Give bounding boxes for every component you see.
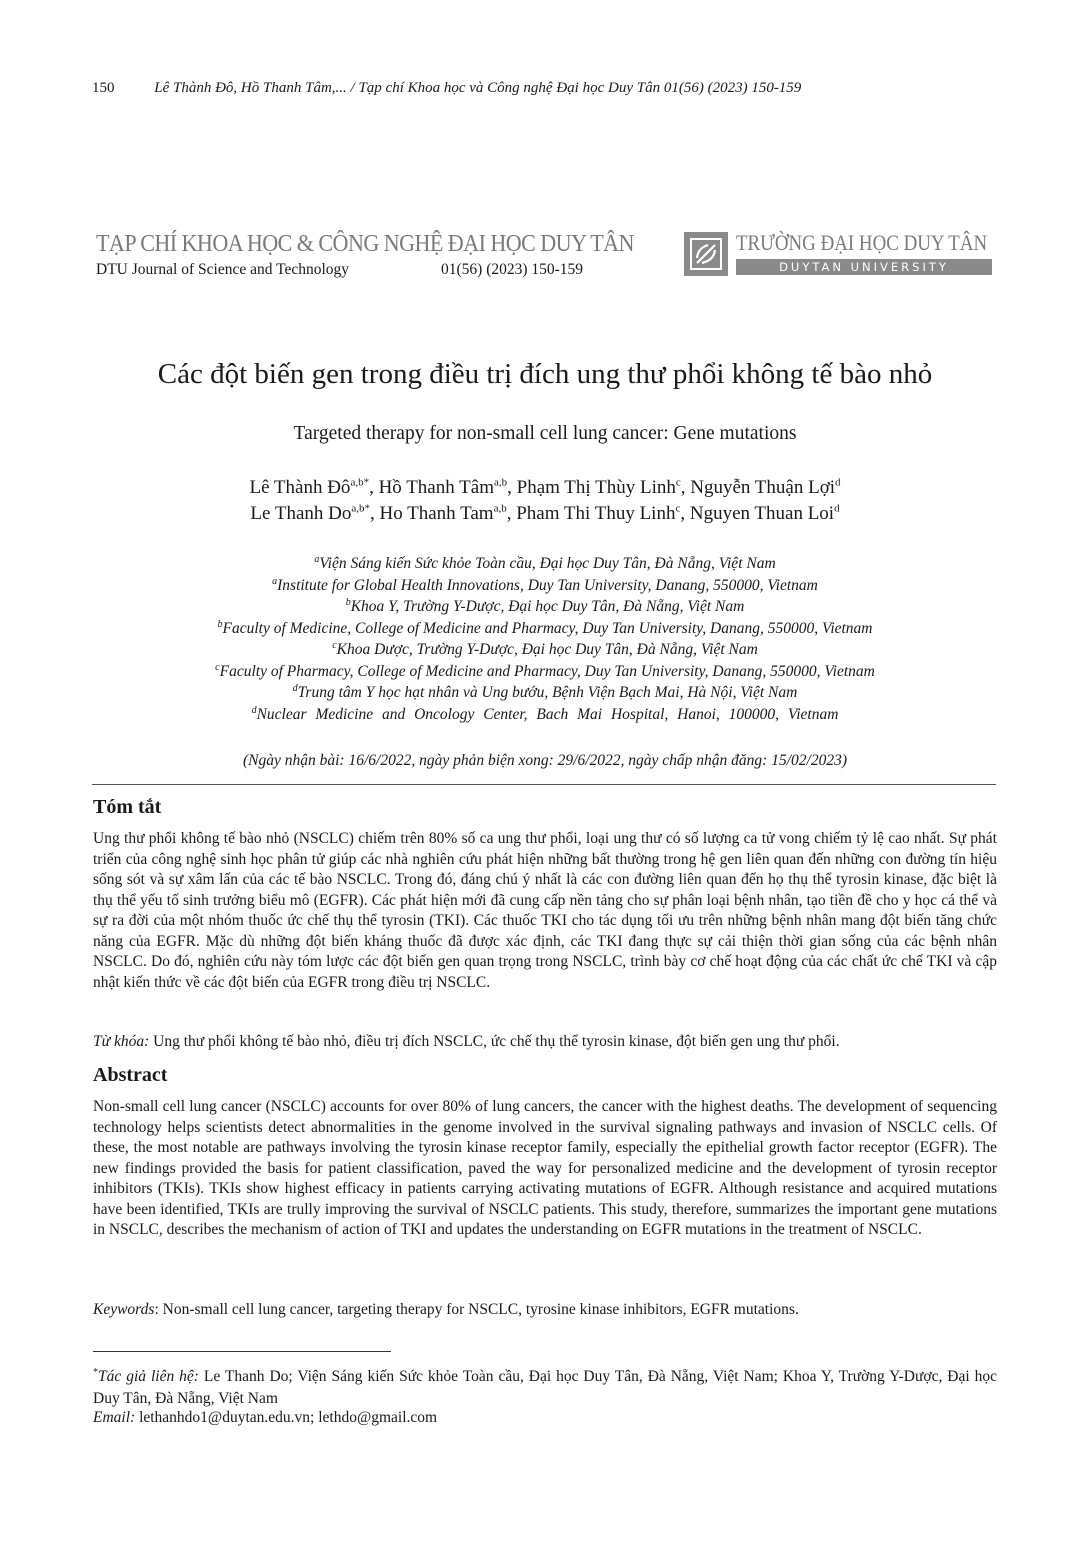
author-affiliation-mark: a,b* bbox=[350, 476, 370, 489]
author-separator: , bbox=[680, 503, 690, 524]
author-affiliation-mark: c bbox=[675, 476, 681, 489]
paper-title: Các đột biến gen trong điều trị đích ung thư phổi không tế bào nhỏ bbox=[157, 358, 933, 390]
page-number: 150 bbox=[92, 80, 115, 96]
footnote-divider bbox=[93, 1351, 391, 1352]
author-affiliation-mark: c bbox=[675, 502, 681, 515]
footnote-text: Le Thanh Do; Viện Sáng kiến Sức khỏe Toàn cầu, Đại học Duy Tân, Đà Nẵng, Việt Nam; Khoa Y, Trường Y-Dược, Đại học Duy Tân, Đà Nẵng, Việt Nam bbox=[93, 1368, 997, 1407]
journal-issue: 01(56) (2023) 150-159 bbox=[441, 261, 584, 278]
abstract-body: Non-small cell lung cancer (NSCLC) accounts for over 80% of lung cancers, the cancer with the highest deaths. The development of sequencing technology helps scientists detect abnormalities in the genome involved in the survival signaling pathways and invasion of NSCLC cells. Of these, the most notable are pathways involving the tyrosin kinase receptor family, especially the epithelial growth factor receptor (EGFR). The new findings provided the basis for patient classification, paved the way for personalized medicine and the development of tyrosin receptor inhibitors (TKIs). TKIs show highest efficacy in patients carrying activating mutations of EGFR. Although resistance and acquired mutations have been identified, TKIs are trully improving the survival of NSCLC patients. This study, therefore, summarizes the important gene mutations in NSCLC, describes the mechanism of action of TKI and updates the understanding on EGFR mutations in the treatment of NSCLC. bbox=[93, 1098, 997, 1238]
affiliation-mark: a bbox=[272, 575, 278, 587]
affiliation bbox=[0, 575, 1090, 597]
keywords-text: Ung thư phổi không tế bào nhỏ, điều trị đích NSCLC, ức chế thụ thể tyrosin kinase, đột biến gen ung thư phổi. bbox=[149, 1033, 840, 1050]
affiliation-text: Trung tâm Y học hạt nhân và Ung bướu, Bệnh Viện Bạch Mai, Hà Nội, Việt Nam bbox=[297, 684, 798, 701]
affiliation-mark: b bbox=[345, 596, 351, 608]
author-name: Phạm Thị Thùy Linh bbox=[516, 477, 676, 498]
keywords-label: Keywords bbox=[93, 1301, 155, 1318]
abstract-heading: Abstract bbox=[93, 1064, 168, 1086]
journal-title: TẠP CHÍ KHOA HỌC & CÔNG NGHỆ ĐẠI HỌC DUY TÂN bbox=[96, 231, 634, 257]
author-separator: , bbox=[370, 503, 380, 524]
submission-dates: (Ngày nhận bài: 16/6/2022, ngày phản biện xong: 29/6/2022, ngày chấp nhận đăng: 15/02/2023) bbox=[242, 752, 847, 769]
summary-keywords bbox=[93, 1032, 997, 1053]
email-address[interactable]: lethanhdo1@duytan.edu.vn; lethdo@gmail.com bbox=[135, 1409, 438, 1426]
affiliation bbox=[0, 639, 1090, 661]
affiliation-text: Faculty of Medicine, College of Medicine and Pharmacy, Duy Tan University, Danang, 550000, Vietnam bbox=[222, 619, 873, 637]
affiliation-mark: a bbox=[314, 553, 320, 565]
university-emblem-icon bbox=[684, 232, 728, 276]
affiliation-mark: b bbox=[217, 618, 223, 630]
author-list-en bbox=[0, 503, 1090, 525]
journal-title-en: DTU Journal of Science and Technology bbox=[96, 261, 350, 278]
author-name: Le Thanh Do bbox=[250, 503, 352, 524]
affiliation-text: Khoa Dược, Trường Y-Dược, Đại học Duy Tân, Đà Nẵng, Việt Nam bbox=[336, 641, 758, 658]
summary-body: Ung thư phổi không tế bào nhỏ (NSCLC) chiếm trên 80% số ca ung thư phổi, loại ung thư có số lượng ca tử vong chiếm tỷ lệ cao nhất. Sự phát triển của công nghệ sinh học phân tử giúp các nhà nghiên cứu phát hiện những bất thường trong hệ gen liên quan đến những con đường tín hiệu sống sót và sự xâm lấn của các tế bào NSCLC. Trong đó, đáng chú ý nhất là các con đường liên quan đến họ thụ thể tyrosin kinase, đặc biệt là thụ thể yếu tố sinh trưởng biểu mô (EGFR). Các phát hiện mới đã cung cấp nền tảng cho sự phân loại bệnh nhân, tạo tiền đề cho y học cá thể và sự ra đời của một nhóm thuốc ức chế thụ thể tyrosin (TKI). Các thuốc TKI cho tác dụng tối ưu trên những bệnh nhân mang đột biến tăng chức năng của EGFR. Mặc dù những đột biến kháng thuốc đã được xác định, các TKI đang thực sự cải thiện thời gian sống của các bệnh nhân NSCLC. Do đó, nghiên cứu này tóm lược các đột biến gen quan trọng trong NSCLC, trình bày cơ chế hoạt động của các chất ức chế TKI và cập nhật kiến thức về các đột biến của EGFR trong điều trị NSCLC. bbox=[93, 830, 997, 991]
author-name: Ho Thanh Tam bbox=[379, 503, 494, 524]
abstract-keywords bbox=[93, 1300, 997, 1321]
affiliation-text: Faculty of Pharmacy, College of Medicine and Pharmacy, Duy Tan University, Danang, 550000, Vietnam bbox=[219, 662, 875, 680]
footnote-mark: * bbox=[93, 1366, 98, 1378]
affiliation bbox=[0, 704, 1090, 726]
author-list-vi bbox=[0, 477, 1090, 499]
author-name: Pham Thi Thuy Linh bbox=[516, 503, 676, 524]
affiliation-text: Institute for Global Health Innovations, Duy Tan University, Danang, 550000, Vietnam bbox=[277, 576, 818, 594]
affiliation bbox=[0, 553, 1090, 575]
section-divider bbox=[92, 784, 996, 785]
affiliation-mark: d bbox=[292, 682, 298, 694]
author-separator: , bbox=[506, 503, 517, 524]
affiliation-list bbox=[0, 553, 1090, 725]
affiliation bbox=[0, 596, 1090, 618]
affiliation-mark: c bbox=[332, 639, 337, 651]
affiliation bbox=[0, 682, 1090, 704]
affiliation-mark: c bbox=[215, 661, 220, 673]
author-name: Nguyễn Thuận Lợi bbox=[690, 477, 836, 498]
author-name: Lê Thành Đô bbox=[249, 477, 351, 498]
journal-subtitle bbox=[96, 261, 636, 279]
keywords-text: : Non-small cell lung cancer, targeting therapy for NSCLC, tyrosine kinase inhibitors, EGFR mutations. bbox=[154, 1301, 799, 1318]
affiliation-text: Khoa Y, Trường Y-Dược, Đại học Duy Tân, Đà Nẵng, Việt Nam bbox=[350, 598, 745, 615]
keywords-label: Từ khóa: bbox=[93, 1033, 150, 1050]
university-name-en: DUYTAN UNIVERSITY bbox=[736, 259, 992, 275]
affiliation-mark: d bbox=[251, 704, 257, 716]
author-affiliation-mark: a,b bbox=[493, 502, 507, 515]
affiliation bbox=[0, 618, 1090, 640]
author-affiliation-mark: d bbox=[835, 476, 841, 489]
affiliation bbox=[0, 661, 1090, 683]
contact-email bbox=[93, 1409, 437, 1427]
running-header bbox=[92, 80, 992, 97]
university-name: TRƯỜNG ĐẠI HỌC DUY TÂN bbox=[736, 230, 988, 255]
author-affiliation-mark: d bbox=[834, 502, 840, 515]
author-affiliation-mark: a,b bbox=[493, 476, 508, 489]
affiliation-text: Viện Sáng kiến Sức khỏe Toàn cầu, Đại học Duy Tân, Đà Nẵng, Việt Nam bbox=[319, 555, 776, 572]
footnote-label: Tác giả liên hệ: bbox=[98, 1368, 199, 1385]
author-affiliation-mark: a,b* bbox=[351, 502, 371, 515]
summary-heading: Tóm tắt bbox=[93, 796, 162, 818]
affiliation-text: Nuclear Medicine and Oncology Center, Bach Mai Hospital, Hanoi, 100000, Vietnam bbox=[256, 705, 839, 723]
author-separator: , bbox=[369, 477, 379, 498]
university-logo bbox=[684, 232, 994, 276]
running-citation: Lê Thành Đô, Hồ Thanh Tâm,... / Tạp chí Khoa học và Công nghệ Đại học Duy Tân 01(56) (2023) 150-159 bbox=[154, 80, 802, 96]
author-separator: , bbox=[507, 477, 517, 498]
journal-masthead bbox=[96, 230, 636, 279]
author-name: Nguyen Thuan Loi bbox=[689, 503, 835, 524]
paper-title-en: Targeted therapy for non-small cell lung cancer: Gene mutations bbox=[293, 423, 797, 444]
author-separator: , bbox=[680, 477, 691, 498]
author-name: Hồ Thanh Tâm bbox=[378, 477, 494, 498]
email-label: Email: bbox=[93, 1409, 136, 1426]
corresponding-author-footnote bbox=[93, 1366, 997, 1409]
